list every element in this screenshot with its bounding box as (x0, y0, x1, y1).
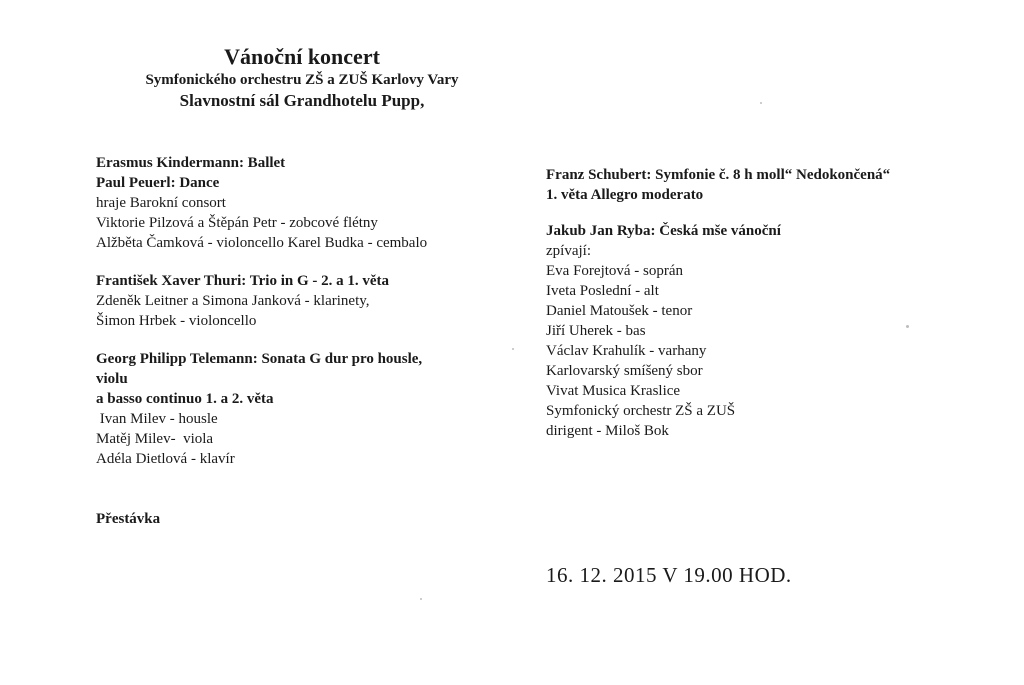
piece-telemann-cont: violu (96, 371, 128, 387)
orchestra-subtitle: Symfonického orchestru ZŠ a ZUŠ Karlovy Vary (145, 72, 459, 88)
performer-line: Adéla Dietlová - klavír (96, 451, 235, 467)
program-left-column (96, 153, 516, 469)
piece-telemann: Georg Philipp Telemann: Sonata G dur pro housle, (96, 351, 423, 367)
performer-line: Ivan Milev - housle (96, 411, 218, 427)
performer-line: Matěj Milev- viola (96, 431, 214, 447)
performer-line: zpívají: (546, 243, 591, 259)
concert-date: 16. 12. 2015 V 19.00 HOD. (546, 563, 792, 587)
performer-line: Iveta Poslední - alt (546, 283, 659, 299)
performer-line: Eva Forejtová - soprán (546, 263, 684, 279)
performer-line: Zdeněk Leitner a Simona Janková - klarinety, (96, 293, 370, 309)
program-header (0, 44, 604, 112)
scan-speck (512, 348, 514, 350)
performer-line: Vivat Musica Kraslice (546, 383, 681, 399)
performer-line: Alžběta Čamková - violoncello Karel Budka - cembalo (96, 235, 428, 251)
program-right-column (546, 165, 976, 441)
performer-line: Šimon Hrbek - violoncello (96, 313, 257, 329)
piece-schubert-movement: 1. věta Allegro moderato (546, 187, 704, 203)
performer-line: Symfonický orchestr ZŠ a ZUŠ (546, 403, 736, 419)
performer-line: dirigent - Miloš Bok (546, 423, 669, 439)
piece-peuerl: Paul Peuerl: Dance (96, 175, 220, 191)
scan-speck (760, 102, 762, 104)
performer-line: Karlovarský smíšený sbor (546, 363, 703, 379)
piece-schubert: Franz Schubert: Symfonie č. 8 h moll“ Nedokončená“ (546, 167, 891, 183)
scan-speck (906, 325, 909, 328)
piece-thuri: František Xaver Thuri: Trio in G - 2. a 1. věta (96, 273, 390, 289)
performer-line: Daniel Matoušek - tenor (546, 303, 693, 319)
concert-title: Vánoční koncert (224, 44, 380, 69)
performer-line: Václav Krahulík - varhany (546, 343, 707, 359)
performer-line: Jiří Uherek - bas (546, 323, 646, 339)
piece-telemann-cont: a basso continuo 1. a 2. věta (96, 391, 274, 407)
performer-line: hraje Barokní consort (96, 195, 226, 211)
piece-kindermann: Erasmus Kindermann: Ballet (96, 155, 286, 171)
scan-speck (420, 598, 422, 600)
intermission-label: Přestávka (96, 511, 161, 527)
piece-ryba: Jakub Jan Ryba: Česká mše vánoční (546, 223, 781, 239)
performer-line: Viktorie Pilzová a Štěpán Petr - zobcové flétny (96, 215, 378, 231)
venue: Slavnostní sál Grandhotelu Pupp, (179, 91, 425, 110)
